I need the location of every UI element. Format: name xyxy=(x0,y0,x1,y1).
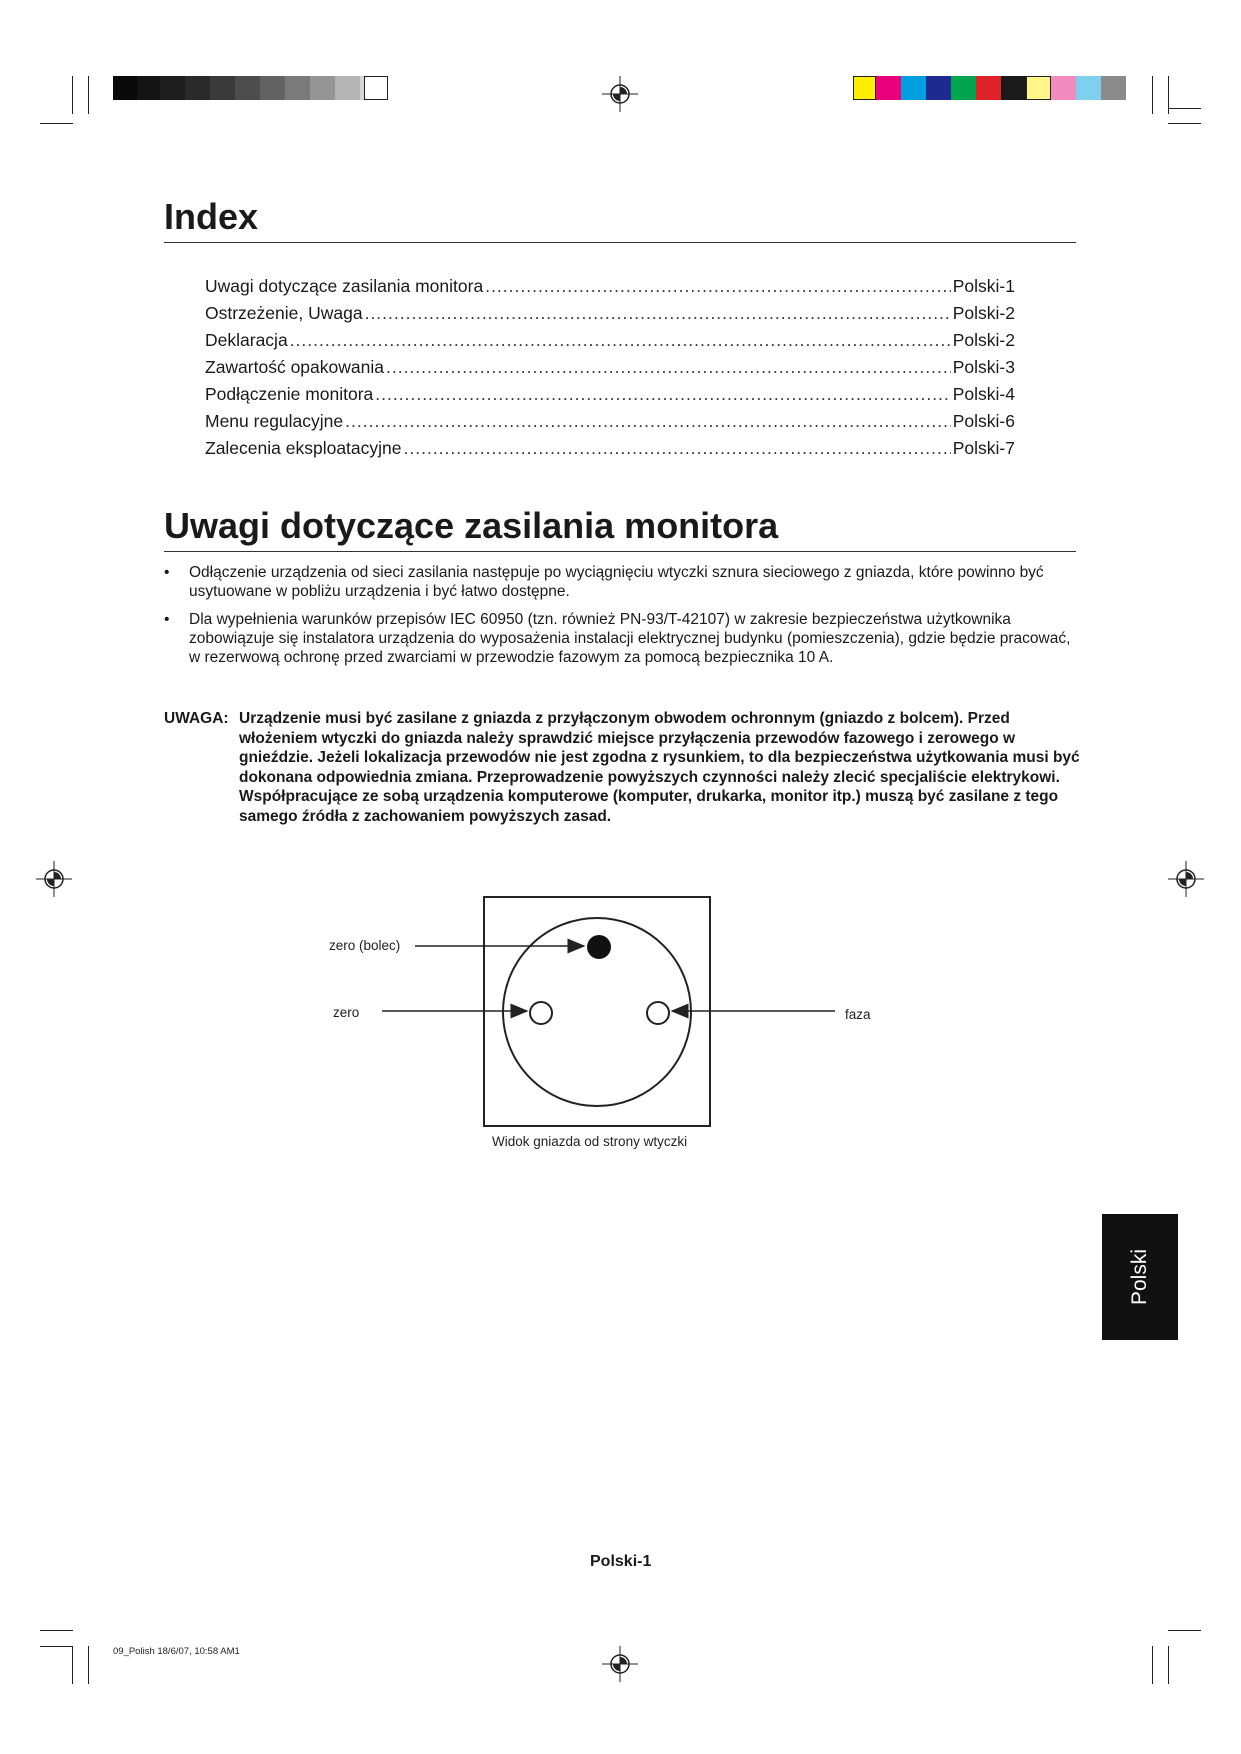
color-swatch xyxy=(853,76,876,100)
color-swatch xyxy=(1076,76,1101,100)
language-tab-label: Polski xyxy=(1128,1248,1151,1306)
toc-leader-dots xyxy=(485,273,951,300)
label-zero: zero xyxy=(333,1005,360,1020)
gray-swatch xyxy=(210,76,235,100)
toc-entry-page: Polski-3 xyxy=(952,357,1015,377)
toc-entry-page: Polski-2 xyxy=(952,303,1015,323)
toc-leader-dots xyxy=(386,354,951,381)
registration-mark-icon xyxy=(36,861,72,897)
socket-diagram xyxy=(320,890,880,1150)
footer-slug: 09_Polish 18/6/07, 10:58 AM1 xyxy=(113,1646,240,1657)
phase-hole-icon xyxy=(647,1002,669,1024)
index-rule xyxy=(164,242,1076,243)
toc-entry-label: Zawartość opakowania xyxy=(205,357,384,377)
list-item xyxy=(164,610,1084,667)
color-swatch xyxy=(951,76,976,100)
bullet-marker: • xyxy=(164,564,170,581)
gray-swatch xyxy=(260,76,285,100)
index-title: Index xyxy=(164,196,259,237)
bullet-text: Odłączenie urządzenia od sieci zasilania następuje po wyciągnięciu wtyczki sznura sieciowego z gniazda, które powinno być usytuowane w pobliżu urządzenia i być łatwo dostępne. xyxy=(189,564,1044,600)
toc-entry-label: Menu regulacyjne xyxy=(205,411,344,431)
toc-leader-dots xyxy=(290,327,951,354)
color-swatch xyxy=(926,76,951,100)
toc-entry-page: Polski-6 xyxy=(952,411,1015,431)
bullet-marker: • xyxy=(164,611,170,628)
note-label: UWAGA: xyxy=(164,710,229,727)
toc-entry[interactable] xyxy=(205,354,1015,381)
gray-swatch xyxy=(285,76,310,100)
language-tab xyxy=(1102,1214,1178,1340)
gray-swatch xyxy=(137,76,160,100)
toc-entry-page: Polski-7 xyxy=(952,438,1015,458)
label-zero-bolec: zero (bolec) xyxy=(329,938,401,953)
label-faza: faza xyxy=(845,1007,871,1022)
gray-swatch xyxy=(113,76,137,100)
gray-swatch xyxy=(235,76,260,100)
color-swatch xyxy=(876,76,901,100)
toc-entry-page: Polski-4 xyxy=(952,384,1015,404)
toc-entry[interactable] xyxy=(205,300,1015,327)
figure-caption: Widok gniazda od strony wtyczki xyxy=(492,1134,688,1149)
registration-mark-icon xyxy=(602,1646,638,1682)
toc-leader-dots xyxy=(404,435,951,462)
toc-entry-page: Polski-2 xyxy=(952,330,1015,350)
toc-leader-dots xyxy=(365,300,951,327)
bullet-text: Dla wypełnienia warunków przepisów IEC 60950 (tzn. również PN-93/T-42107) w zakresie bezpieczeństwa użytkownika zobowiązuje się instalatora urządzenia do wyposażenia instalacji elektrycznej budynku (pomieszczenia), gdzie będzie pracować, w rezerwową ochronę przed zwarciami w przewodzie fazowym za pomocą bezpiecznika 10 A. xyxy=(189,611,1071,666)
earth-pin-icon xyxy=(587,935,611,959)
toc-entry[interactable] xyxy=(205,408,1015,435)
toc-entry-label: Zalecenia eksploatacyjne xyxy=(205,438,402,458)
color-swatch xyxy=(1051,76,1076,100)
color-swatch xyxy=(1026,76,1051,100)
bullet-list xyxy=(164,563,1084,676)
color-swatch xyxy=(976,76,1001,100)
toc-entry-label: Ostrzeżenie, Uwaga xyxy=(205,303,363,323)
toc-entry-page: Polski-1 xyxy=(952,276,1015,296)
page-number: Polski-1 xyxy=(590,1553,652,1570)
color-swatch xyxy=(901,76,926,100)
color-swatch xyxy=(1101,76,1126,100)
toc-entry[interactable] xyxy=(205,435,1015,462)
registration-mark-icon xyxy=(1168,861,1204,897)
gray-swatch xyxy=(185,76,210,100)
color-swatch xyxy=(1001,76,1026,100)
toc-entry-label: Deklaracja xyxy=(205,330,288,350)
gray-swatch xyxy=(335,76,360,100)
section-title: Uwagi dotyczące zasilania monitora xyxy=(164,505,779,546)
toc-entry-label: Uwagi dotyczące zasilania monitora xyxy=(205,276,484,296)
toc-entry[interactable] xyxy=(205,327,1015,354)
warning-note xyxy=(164,709,1084,826)
list-item xyxy=(164,563,1084,601)
registration-mark-icon xyxy=(602,76,638,112)
section-rule xyxy=(164,551,1076,552)
gray-swatch xyxy=(160,76,185,100)
toc-entry[interactable] xyxy=(205,273,1015,300)
gray-swatch xyxy=(310,76,335,100)
toc-leader-dots xyxy=(375,381,950,408)
toc-entry-label: Podłączenie monitora xyxy=(205,384,374,404)
table-of-contents xyxy=(205,273,1015,462)
note-text: Urządzenie musi być zasilane z gniazda z przyłączonym obwodem ochronnym (gniazdo z bolcem). Przed włożeniem wtyczki do gniazda należy sprawdzić miejsce przyłączenia przewodów fazowego i zerowego w gnieździe. Jeżeli lokalizacja przewodów nie jest zgodna z rysunkiem, to dla bezpieczeństwa użytkowania musi być dokonana odpowiednia zmiana. Przeprowadzenie powyższych czynności należy zlecić specjaliście elektrykowi. Współpracujące ze sobą urządzenia komputerowe (komputer, drukarka, monitor itp.) muszą być zasilane z tego samego źródła z zachowaniem powyższych zasad. xyxy=(239,710,1080,825)
gray-swatch xyxy=(364,76,388,100)
toc-entry[interactable] xyxy=(205,381,1015,408)
neutral-hole-icon xyxy=(530,1002,552,1024)
toc-leader-dots xyxy=(345,408,951,435)
